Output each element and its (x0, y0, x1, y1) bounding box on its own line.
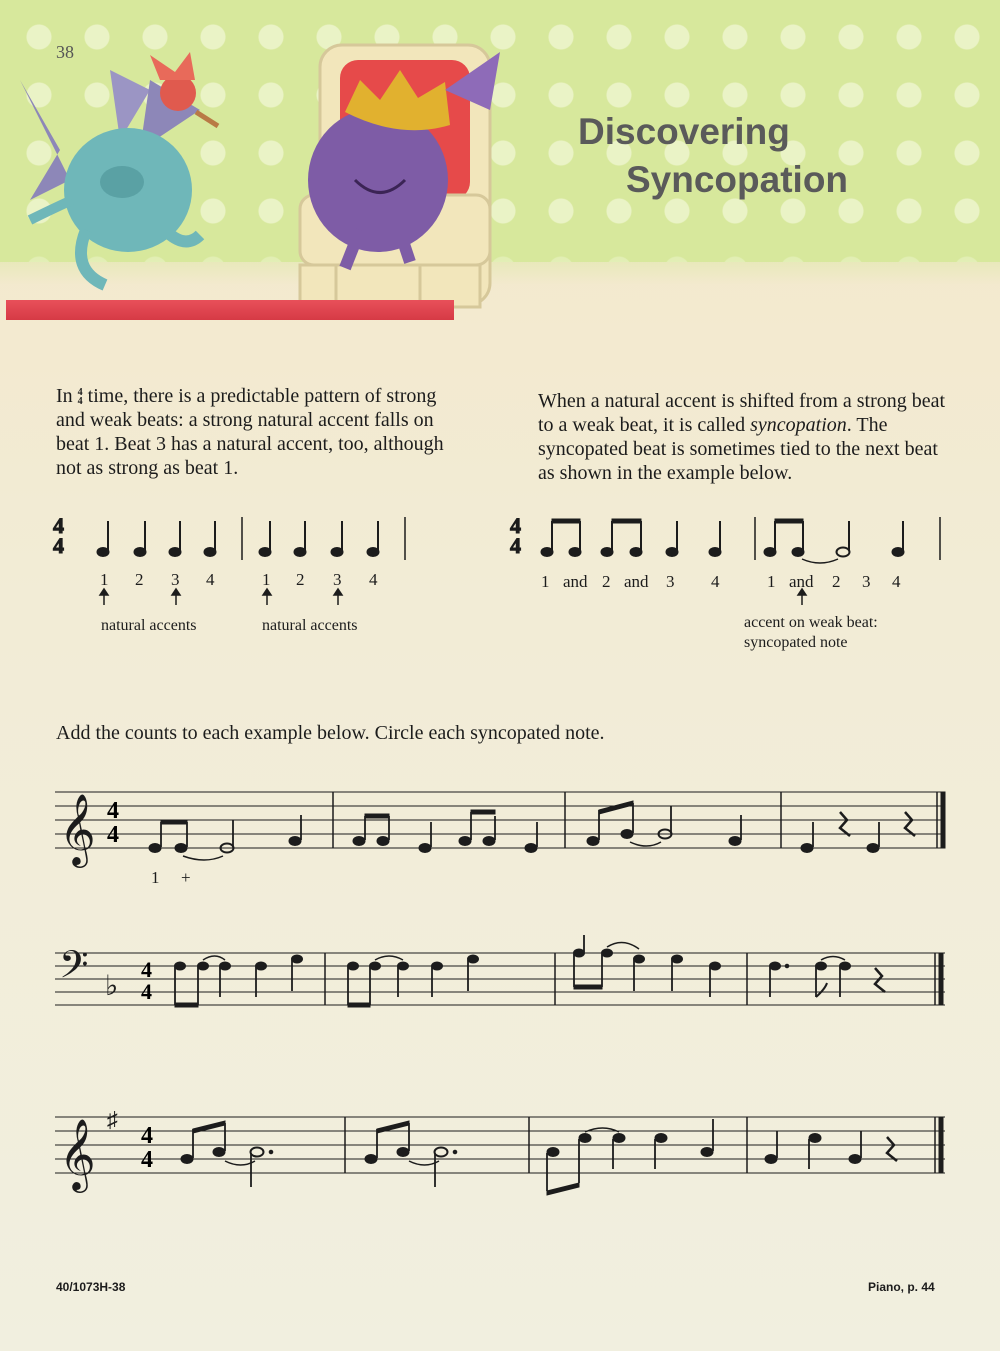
exercise-1-time-bottom: 4 (107, 822, 119, 848)
count: 4 (206, 570, 215, 589)
treble-clef-icon: 𝄞 (59, 1121, 96, 1189)
jester-character-illustration (20, 52, 218, 285)
count: and (624, 572, 649, 591)
exercise-instruction: Add the counts to each example below. Circle each syncopated note. (56, 722, 605, 744)
exercise-3-time-bottom: 4 (141, 1147, 153, 1173)
count: 3 (333, 570, 342, 589)
quarter-note-5 (259, 521, 271, 557)
count: 1 (100, 570, 109, 589)
quarter-note-1 (97, 521, 109, 557)
eighth-pair-syncopated (764, 519, 804, 557)
tied-half-note (837, 521, 850, 557)
exercise-2-time-top: 4 (141, 957, 152, 982)
syncopation-label-line-2: syncopated note (744, 634, 848, 651)
accent-arrows (100, 589, 342, 605)
inline-time-signature-top: 4 (77, 387, 83, 398)
example-left-time-bottom: 4 (53, 533, 64, 558)
intro-right-start: When a natural accent is shifted from a strong beat to a weak beat, it is called (538, 390, 946, 436)
count: 3 (666, 572, 675, 591)
catalog-number: 40/1073H-38 (56, 1280, 126, 1294)
count: 4 (369, 570, 378, 589)
intro-paragraph-left (56, 384, 456, 480)
intro-left-start: In (56, 385, 73, 407)
page-title (578, 108, 878, 204)
page-number: 38 (56, 42, 74, 62)
exercise-3-staff (55, 1095, 950, 1205)
exercise-1-count: 1 (151, 868, 160, 887)
count: 2 (296, 570, 305, 589)
quarter-note-r3 (892, 521, 904, 557)
count: 3 (171, 570, 180, 589)
natural-accents-label: natural accents (262, 617, 358, 634)
count: 2 (832, 572, 841, 591)
exercise-2-time-bottom: 4 (141, 979, 152, 1004)
quarter-note-r1 (666, 521, 678, 557)
illustration (0, 0, 560, 320)
example-right-time-top: 4 (510, 513, 521, 538)
count: and (563, 572, 588, 591)
count: 4 (711, 572, 720, 591)
flat-icon: ♭ (105, 971, 119, 1002)
eighth-pair-2 (601, 519, 642, 557)
count: and (789, 572, 814, 591)
syncopation-term: syncopation (750, 414, 847, 436)
exercise-2-staff (55, 935, 950, 1025)
quarter-note-6 (294, 521, 306, 557)
example-left-time-top: 4 (53, 513, 64, 538)
syncopation-label-line-1: accent on weak beat: (744, 614, 878, 631)
count: 1 (262, 570, 271, 589)
quarter-note-3 (169, 521, 181, 557)
intro-left-body: time, there is a predictable pattern of strong and weak beats: a strong natural accent falls on beat 1. Beat 3 has a natural accent, too, although not as strong as beat 1. (56, 385, 444, 479)
intro-right-end: . The syncopated beat is sometimes tied to the next beat as shown in the example below. (538, 414, 938, 484)
quarter-note-7 (331, 521, 343, 557)
natural-accents-label: natural accents (101, 617, 197, 634)
page-title-line-1: Discovering (578, 111, 790, 152)
rhythm-examples (0, 505, 1000, 605)
inline-time-signature-bottom: 4 (77, 396, 83, 407)
tie (802, 559, 838, 563)
quarter-note-8 (367, 521, 379, 557)
bass-clef-icon: 𝄢 (59, 944, 89, 995)
intro-paragraph-right (538, 389, 958, 485)
treble-clef-icon: 𝄞 (59, 796, 96, 864)
count: 1 (767, 572, 776, 591)
quarter-note-4 (204, 521, 216, 557)
count: 1 (541, 572, 550, 591)
count: 2 (602, 572, 611, 591)
count: 2 (135, 570, 144, 589)
quarter-note-2 (134, 521, 146, 557)
exercise-3-time-top: 4 (141, 1123, 153, 1149)
exercise-1-count: + (181, 868, 191, 887)
count: 3 (862, 572, 871, 591)
page-title-line-2: Syncopation (626, 159, 849, 200)
count: 4 (892, 572, 901, 591)
eighth-pair-1 (541, 519, 581, 557)
example-left-rhythm (53, 513, 405, 605)
sharp-icon: ♯ (107, 1107, 118, 1132)
red-carpet (6, 300, 454, 320)
exercise-1-time-top: 4 (107, 798, 119, 824)
exercise-1-staff (55, 770, 950, 880)
piano-reference: Piano, p. 44 (868, 1280, 935, 1294)
quarter-note-r2 (709, 521, 721, 557)
example-right-time-bottom: 4 (510, 533, 521, 558)
